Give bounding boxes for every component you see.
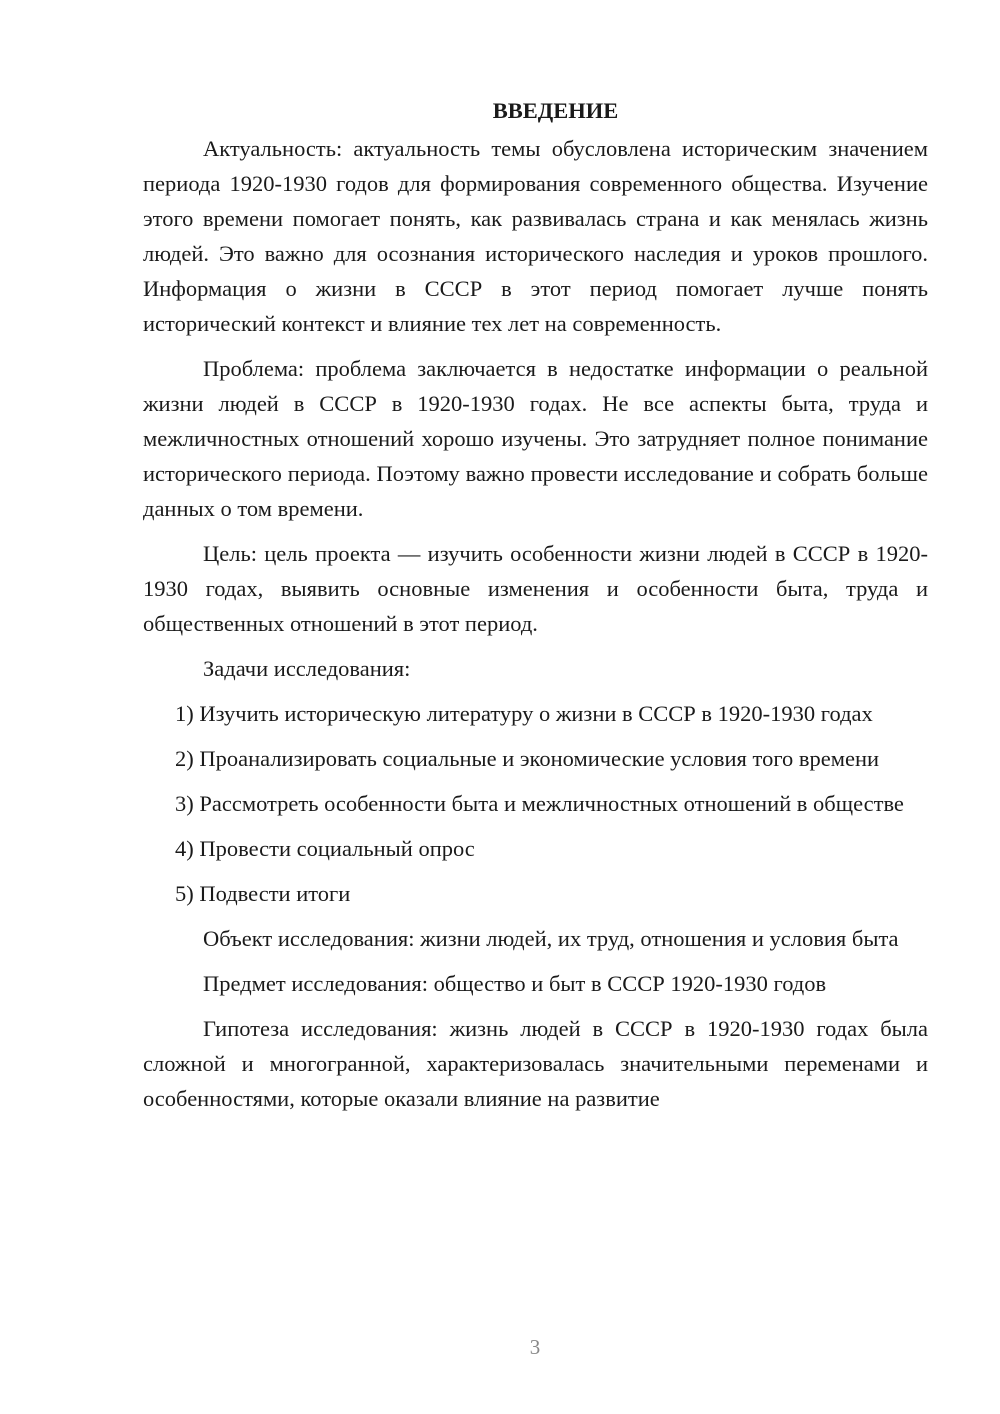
task-item-1: 1) Изучить историческую литературу о жизни в СССР в 1920-1930 годах: [175, 701, 873, 726]
paragraph-problem: Проблема: проблема заключается в недостатке информации о реальной жизни людей в СССР в 1920-1930 годах. Не все аспекты быта, труда и межличностных отношений хорошо изучены. Это затрудняет полное понимание исторического периода. Поэтому важно провести исследование и собрать больше данных о том времени.: [143, 356, 928, 521]
paragraph-hypothesis: Гипотеза исследования: жизнь людей в СССР в 1920-1930 годах была сложной и многогранной, характеризовалась значительными переменами и особенностями, которые оказали влияние на развитие: [143, 1016, 928, 1111]
paragraph-subject: Предмет исследования: общество и быт в СССР 1920-1930 годов: [203, 971, 827, 996]
section-title: ВВЕДЕНИЕ: [492, 98, 619, 123]
paragraph-object: Объект исследования: жизни людей, их труд, отношения и условия быта: [203, 926, 899, 951]
page-number: 3: [529, 1335, 541, 1359]
task-item-5: 5) Подвести итоги: [175, 881, 351, 906]
paragraph-tasks-heading: Задачи исследования:: [203, 656, 411, 681]
paragraph-relevance: Актуальность: актуальность темы обусловлена историческим значением периода 1920-1930 годов для формирования современного общества. Изучение этого времени помогает понять, как развивалась страна и как менялась жизнь людей. Это важно для осознания исторического наследия и уроков прошлого. Информация о жизни в СССР в этот период помогает лучше понять исторический контекст и влияние тех лет на современность.: [143, 136, 928, 336]
page-content: [143, 92, 928, 1126]
task-item-2: 2) Проанализировать социальные и экономические условия того времени: [175, 746, 880, 771]
task-item-3: 3) Рассмотреть особенности быта и межличностных отношений в обществе: [175, 791, 904, 816]
paragraph-goal: Цель: цель проекта — изучить особенности жизни людей в СССР в 1920-1930 годах, выявить основные изменения и особенности быта, труда и общественных отношений в этот период.: [143, 541, 928, 636]
task-item-4: 4) Провести социальный опрос: [175, 836, 475, 861]
